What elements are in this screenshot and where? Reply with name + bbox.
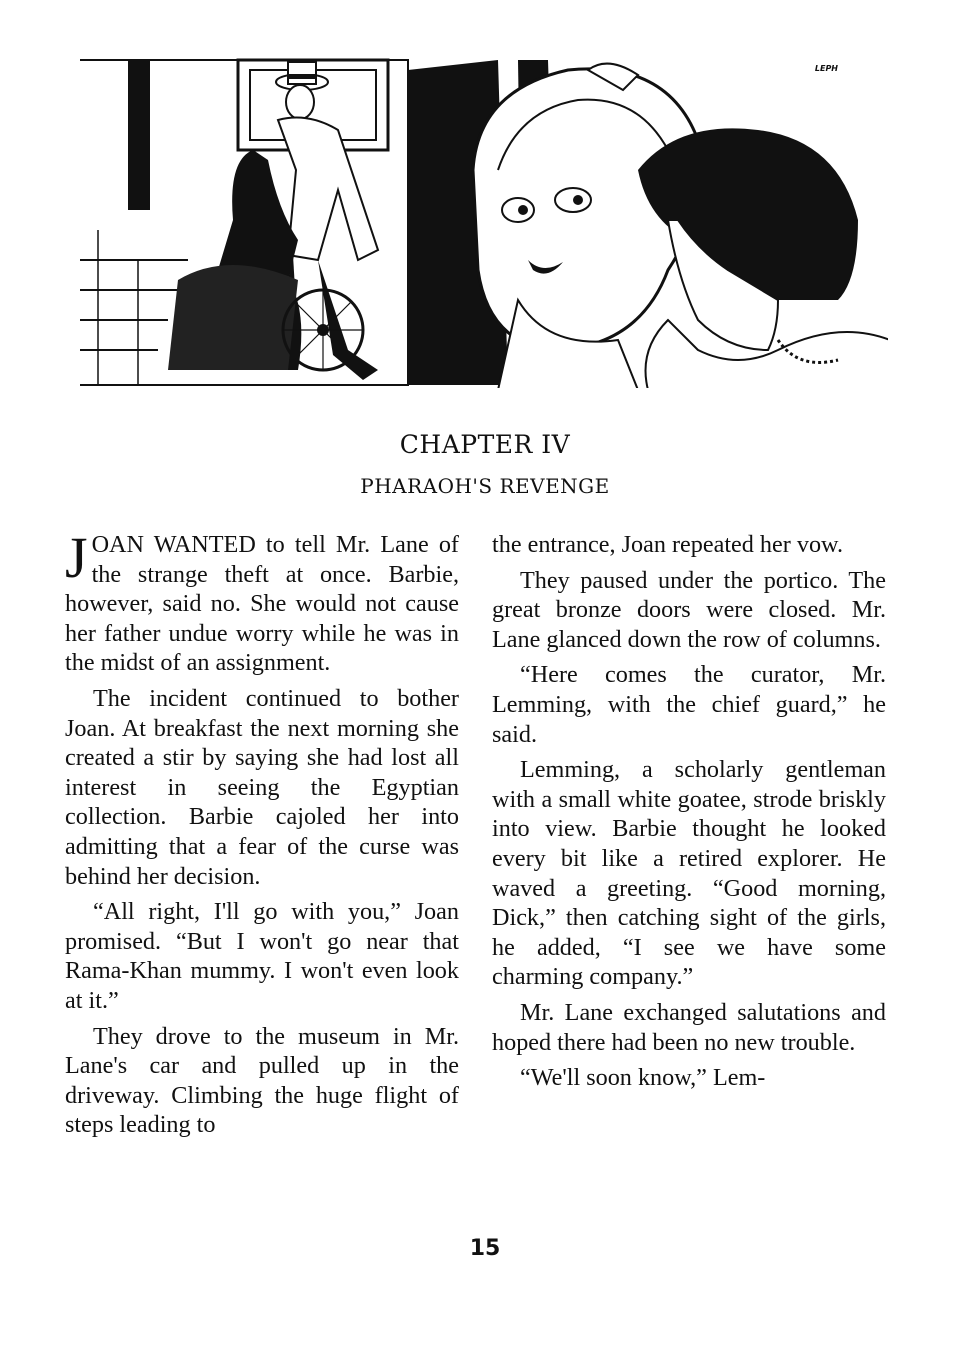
paragraph: “Here comes the curator, Mr. Lemming, with the chief guard,” he said. (492, 661, 886, 748)
paragraph: Lemming, a scholarly gentleman with a small white goatee, strode briskly into view. Barbie thought he looked every bit like a retired explorer. He waved a greeting. “Good morning, Dick,” then catching sight of the girls, he added, “I see we have some charming company.” (492, 756, 886, 991)
paragraph: JOAN WANTED to tell Mr. Lane of the strange theft at once. Barbie, however, said no. She would not cause her father undue worry while he was in the midst of an assignment. (65, 525, 459, 677)
book-illustration-icon (78, 50, 890, 390)
text-column-right (492, 530, 886, 1099)
drop-cap: J (65, 525, 88, 590)
paragraph: They paused under the portico. The great bronze doors were closed. Mr. Lane glanced down the row of columns. (492, 566, 886, 653)
paragraph: The incident continued to bother Joan. At breakfast the next morning she created a stir by saying she had lost all interest in seeing the Egyptian collection. Barbie cajoled her into admitting that a fear of the curse was behind her decision. (65, 684, 459, 890)
paragraph: They drove to the museum in Mr. Lane's car and pulled up in the driveway. Climbing the huge flight of steps leading to (65, 1022, 459, 1139)
paragraph: “All right, I'll go with you,” Joan promised. “But I won't go near that Rama-Khan mummy. I won't even look at it.” (65, 898, 459, 1014)
paragraph: “We'll soon know,” Lem- (520, 1064, 766, 1092)
illustrator-signature: LEPH (814, 64, 838, 73)
page-number: 15 (469, 1236, 501, 1261)
chapter-title: PHARAOH'S REVENGE (360, 474, 610, 498)
chapter-illustration (78, 50, 890, 390)
paragraph: Mr. Lane exchanged salutations and hoped there had been no new trouble. (492, 998, 886, 1056)
paragraph: the entrance, Joan repeated her vow. (492, 531, 843, 558)
chapter-number: CHAPTER IV (399, 430, 571, 459)
text-column-left (65, 525, 459, 1146)
